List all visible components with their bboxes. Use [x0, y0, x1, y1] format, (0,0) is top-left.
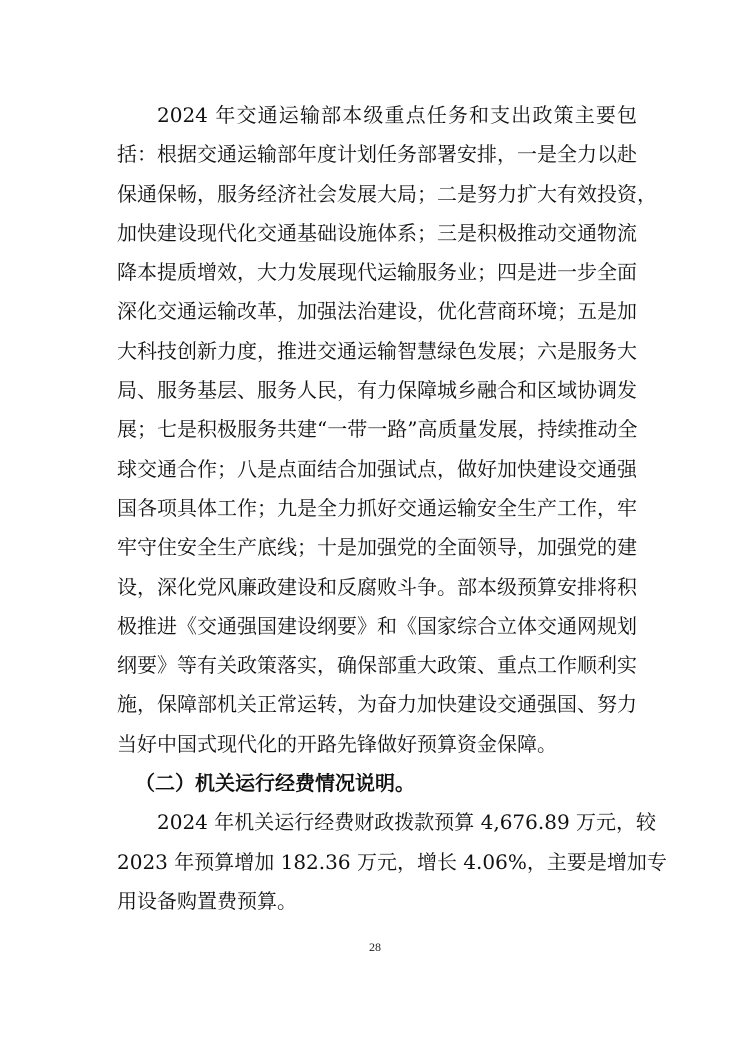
- text-line: 施，保障部机关正常运转，为奋力加快建设交通强国、努力: [117, 692, 637, 717]
- text-line: 纲要》等有关政策落实，确保部重大政策、重点工作顺利实: [117, 653, 637, 678]
- text-line: 2023 年预算增加 182.36 万元，增长 4.06%，主要是增加专: [117, 849, 667, 874]
- text-line: 2024 年机关运行经费财政拨款预算 4,676.89 万元，较: [157, 810, 657, 835]
- text-line: 局、服务基层、服务人民，有力保障城乡融合和区域协调发: [117, 378, 637, 403]
- text-line: 设，深化党风廉政建设和反腐败斗争。部本级预算安排将积: [117, 574, 637, 599]
- text-line: 保通保畅，服务经济社会发展大局；二是努力扩大有效投资，: [117, 181, 657, 206]
- text-line: 国各项具体工作；九是全力抓好交通运输安全生产工作，牢: [117, 495, 637, 520]
- text-line: 牢守住安全生产底线；十是加强党的全面领导，加强党的建: [117, 535, 637, 560]
- text-line: 当好中国式现代化的开路先锋做好预算资金保障。: [117, 731, 557, 756]
- text-line: 加快建设现代化交通基础设施体系；三是积极推动交通物流: [117, 220, 637, 245]
- paragraph-key-tasks: [117, 96, 657, 764]
- section-heading: （二）机关运行经费情况说明。: [135, 771, 415, 796]
- page-number: 28: [369, 940, 381, 954]
- text-line: 用设备购置费预算。: [117, 888, 297, 913]
- page-body: [117, 96, 667, 921]
- text-line: 深化交通运输改革，加强法治建设，优化营商环境；五是加: [117, 299, 637, 324]
- text-line: 展；七是积极服务共建“一带一路”高质量发展，持续推动全: [117, 417, 638, 442]
- text-line: 球交通合作；八是点面结合加强试点，做好加快建设交通强: [117, 456, 637, 481]
- paragraph-operating-expenses: [117, 803, 667, 921]
- text-line: 2024 年交通运输部本级重点任务和支出政策主要包: [157, 103, 637, 127]
- text-line: 极推进《交通强国建设纲要》和《国家综合立体交通网规划: [117, 613, 637, 638]
- text-line: 括：根据交通运输部年度计划任务部署安排，一是全力以赴: [117, 142, 637, 167]
- text-line: 降本提质增效，大力发展现代运输服务业；四是进一步全面: [117, 260, 637, 285]
- text-line: 大科技创新力度，推进交通运输智慧绿色发展；六是服务大: [117, 338, 637, 363]
